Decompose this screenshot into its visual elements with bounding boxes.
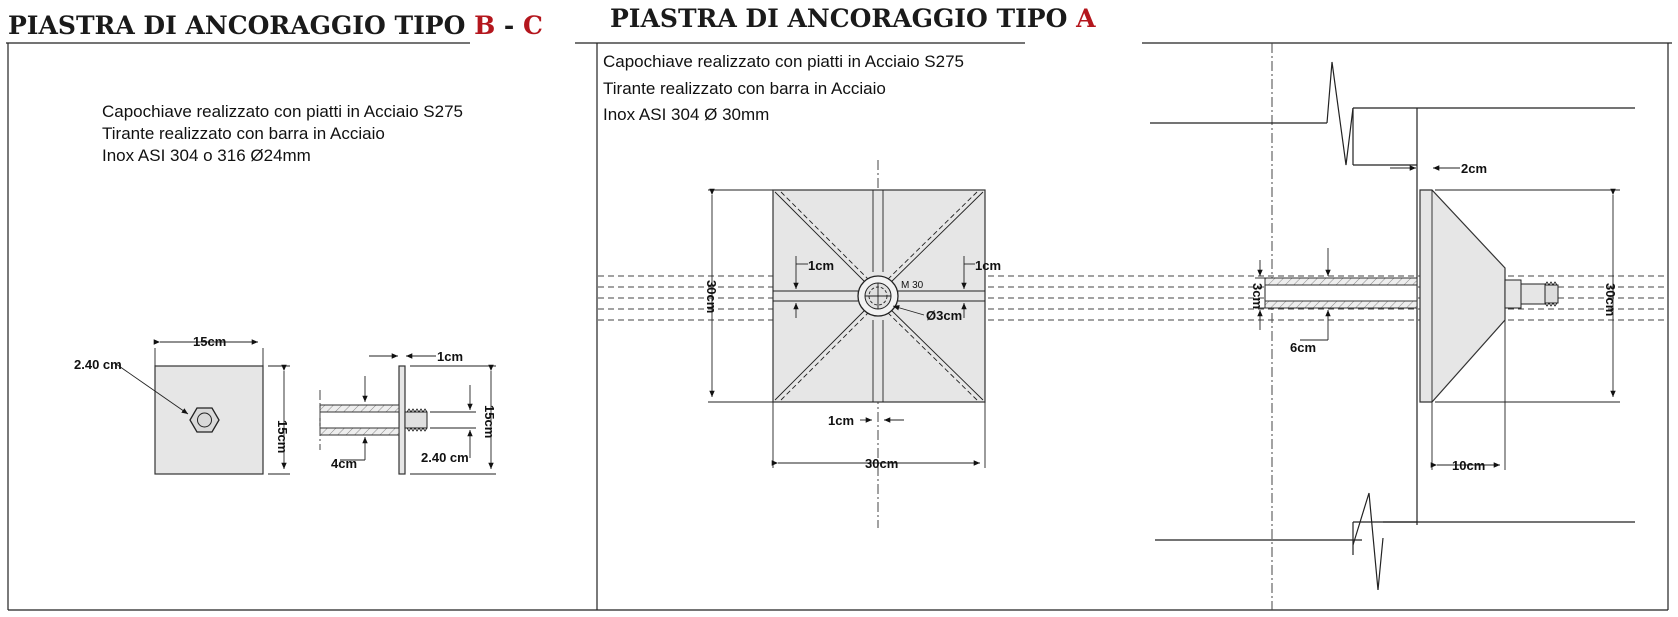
a-front-thread-label: M 30 [901,280,924,291]
a-side-height-label: 30cm [1603,283,1618,317]
a-side-bar-label: 3cm [1250,283,1265,310]
bc-hole-label: 2.40 cm [74,357,122,372]
a-side-depth-label: 10cm [1452,458,1486,473]
a-front-view [704,190,1001,471]
a-center-lines [598,43,1668,610]
desc-a-line-1: Capochiave realizzato con piatti in Acciaio S275 [603,52,964,71]
a-front-hole-label: Ø3cm [926,308,963,323]
bc-front-view [74,334,290,474]
bc-side-height-label: 15cm [482,405,497,439]
bc-side-dia-label: 2.40 cm [421,450,469,465]
desc-bc-line-2: Tirante realizzato con barra in Acciaio [102,124,385,143]
desc-bc-line-3: Inox ASI 304 o 316 Ø24mm [102,146,311,165]
desc-bc-line-1: Capochiave realizzato con piatti in Acciaio S275 [102,102,463,121]
a-front-width-label: 30cm [865,456,899,471]
a-side-offset-label: 2cm [1461,161,1488,176]
bc-front-height-label: 15cm [275,420,290,454]
bc-front-width-label: 15cm [193,334,227,349]
title-type-bc: PIASTRA DI ANCORAGGIO TIPO B - C [8,11,543,40]
a-side-bar-len-label: 6cm [1290,340,1317,355]
a-front-height-label: 30cm [704,280,719,314]
a-front-rib-left-label: 1cm [808,258,835,273]
bc-side-plate-label: 1cm [437,349,464,364]
bc-side-view [320,349,497,474]
description-bc [102,102,463,165]
a-side-view [1150,62,1635,590]
title-type-a: PIASTRA DI ANCORAGGIO TIPO A [610,4,1096,33]
desc-a-line-3: Inox ASI 304 Ø 30mm [603,105,770,124]
bc-side-bar-label: 4cm [331,456,358,471]
description-a [603,52,964,124]
desc-a-line-2: Tirante realizzato con barra in Acciaio [603,79,886,98]
a-front-rib-bottom-label: 1cm [828,413,855,428]
a-front-rib-right-label: 1cm [975,258,1002,273]
